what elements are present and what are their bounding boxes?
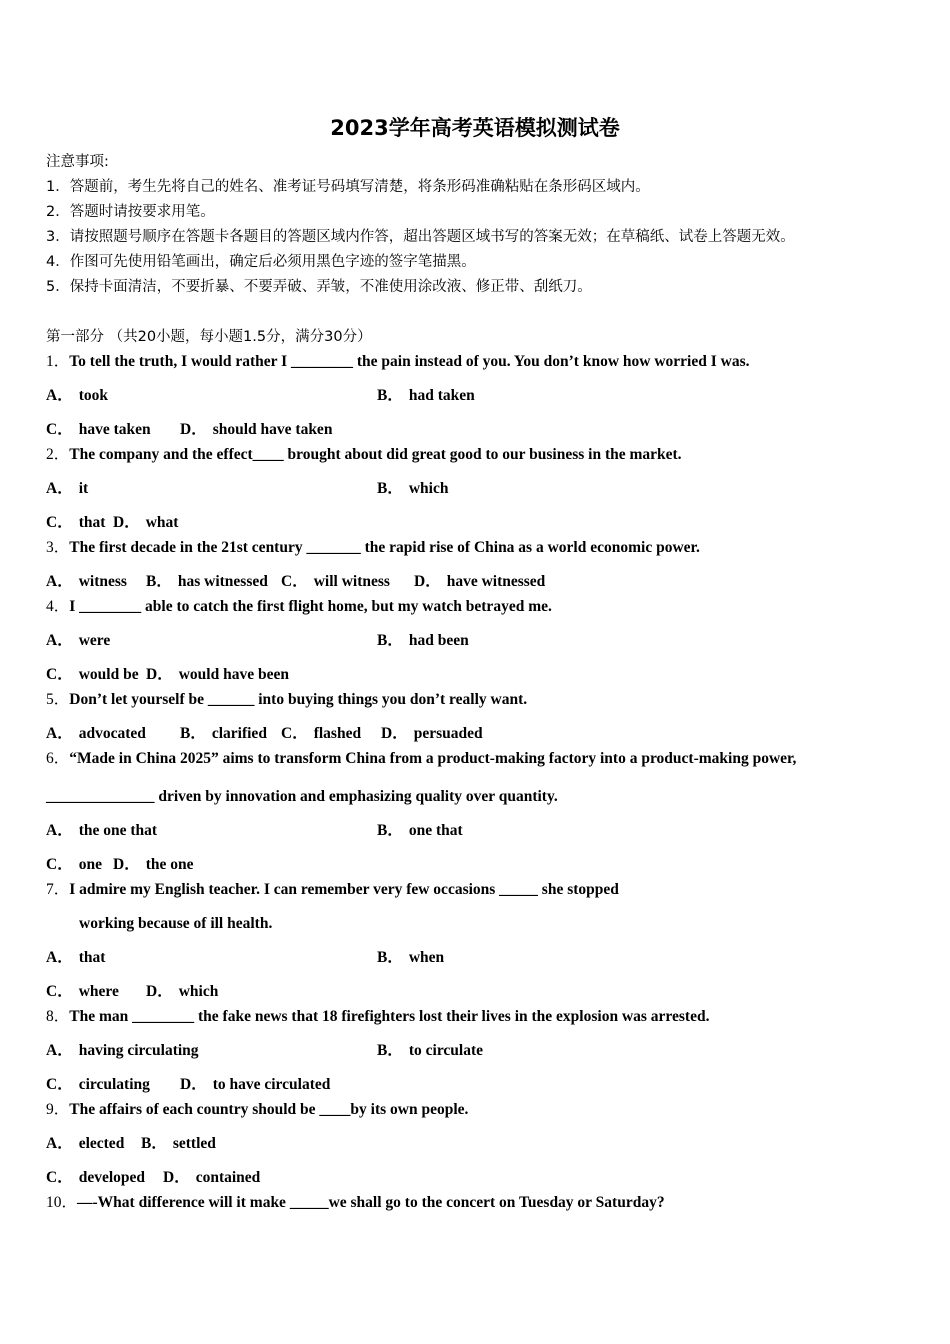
option-b[interactable]: B． to circulate	[377, 1042, 484, 1059]
page-title: 2023学年高考英语模拟测试卷	[330, 116, 620, 140]
notice-item: 4．作图可先使用铅笔画出，确定后必须用黑色字迹的签字笔描黑。	[46, 254, 476, 270]
option-d[interactable]: D． contained	[163, 1169, 261, 1186]
option-c[interactable]: C． developed	[46, 1169, 146, 1186]
notice-item: 1．答题前，考生先将自己的姓名、准考证号码填写清楚，将条形码准确粘贴在条形码区域内。	[46, 179, 650, 195]
notice-item: 3．请按照题号顺序在答题卡各题目的答题区域内作答，超出答题区域书写的答案无效；在草稿纸、试卷上答题无效。	[46, 229, 795, 245]
option-d[interactable]: D． what	[113, 514, 179, 531]
section-heading: 第一部分 （共20小题，每小题1.5分，满分30分）	[46, 329, 372, 345]
option-d[interactable]: D． the one	[113, 856, 194, 873]
option-d[interactable]: D． which	[146, 983, 219, 1000]
question-3: 3．The first decade in the 21st century _______ the rapid rise of China as a world economic power.	[46, 539, 700, 556]
option-b[interactable]: B． had taken	[377, 387, 475, 404]
option-a[interactable]: A． witness	[46, 573, 127, 590]
question-5: 5．Don’t let yourself be ______ into buying things you don’t really want.	[46, 691, 528, 708]
question-10: 10．—-What difference will it make _____we shall go to the concert on Tuesday or Saturday?	[46, 1194, 665, 1211]
option-a[interactable]: A． that	[46, 949, 106, 966]
option-d[interactable]: D． would have been	[146, 666, 289, 683]
option-b[interactable]: B． which	[377, 480, 449, 497]
option-a[interactable]: A． were	[46, 632, 111, 649]
option-a[interactable]: A． the one that	[46, 822, 158, 839]
question-6-continued: ______________ driven by innovation and emphasizing quality over quantity.	[46, 788, 558, 805]
option-a[interactable]: A． it	[46, 480, 89, 497]
option-b[interactable]: B． has witnessed	[146, 573, 268, 590]
option-b[interactable]: B． clarified	[180, 725, 267, 742]
option-a[interactable]: A． elected	[46, 1135, 125, 1152]
option-a[interactable]: A． took	[46, 387, 108, 404]
option-c[interactable]: C． flashed	[281, 725, 362, 742]
question-7: 7．I admire my English teacher. I can remember very few occasions _____ she stopped	[46, 881, 619, 898]
option-c[interactable]: C． one	[46, 856, 102, 873]
question-6: 6．“Made in China 2025” aims to transform China from a product-making factory into a product-making power,	[46, 750, 797, 767]
question-8: 8．The man ________ the fake news that 18 firefighters lost their lives in the explosion was arrested.	[46, 1008, 710, 1025]
option-c[interactable]: C． would be	[46, 666, 139, 683]
option-a[interactable]: A． having circulating	[46, 1042, 199, 1059]
option-c[interactable]: C． have taken	[46, 421, 151, 438]
option-d[interactable]: D． persuaded	[381, 725, 483, 742]
notice-heading: 注意事项:	[46, 154, 109, 170]
question-1: 1．To tell the truth, I would rather I ________ the pain instead of you. You don’t know how worried I was.	[46, 353, 750, 370]
option-d[interactable]: D． should have taken	[180, 421, 333, 438]
notice-item: 2．答题时请按要求用笔。	[46, 204, 215, 220]
question-2: 2．The company and the effect____ brought about did great good to our business in the market.	[46, 446, 682, 463]
option-b[interactable]: B． had been	[377, 632, 469, 649]
notice-item: 5．保持卡面清洁，不要折暴、不要弄破、弄皱，不准使用涂改液、修正带、刮纸刀。	[46, 279, 592, 295]
option-c[interactable]: C． will witness	[281, 573, 390, 590]
option-d[interactable]: D． to have circulated	[180, 1076, 331, 1093]
option-c[interactable]: C． that	[46, 514, 106, 531]
option-b[interactable]: B． settled	[141, 1135, 216, 1152]
option-d[interactable]: D． have witnessed	[414, 573, 546, 590]
option-c[interactable]: C． where	[46, 983, 119, 1000]
question-4: 4．I ________ able to catch the first flight home, but my watch betrayed me.	[46, 598, 552, 615]
option-c[interactable]: C． circulating	[46, 1076, 150, 1093]
question-7-continued: working because of ill health.	[79, 915, 273, 932]
option-b[interactable]: B． one that	[377, 822, 463, 839]
option-b[interactable]: B． when	[377, 949, 445, 966]
option-a[interactable]: A． advocated	[46, 725, 146, 742]
question-9: 9．The affairs of each country should be ____by its own people.	[46, 1101, 469, 1118]
